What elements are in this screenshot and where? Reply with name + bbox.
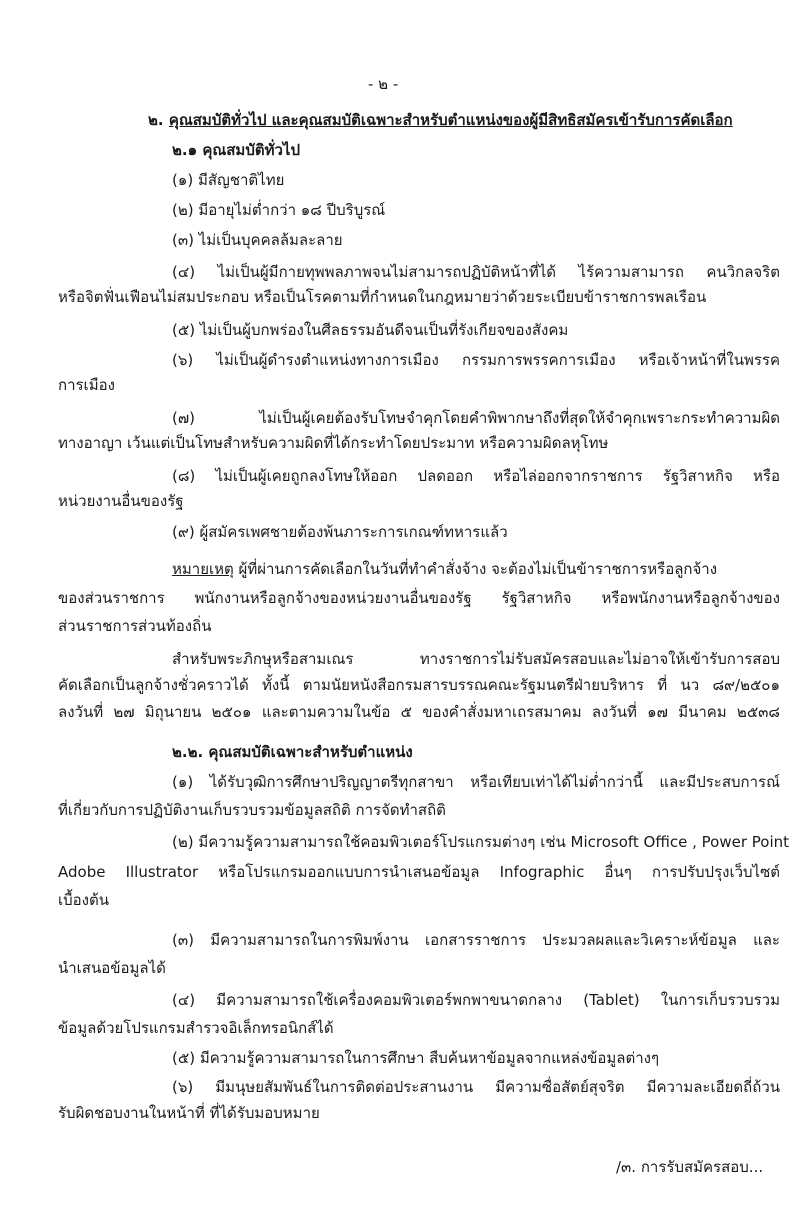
subsection-heading-general: ๒.๑ คุณสมบัติทั่วไป xyxy=(172,141,300,159)
list-item-continuation: นำเสนอข้อมูลได้ xyxy=(58,959,166,977)
section-heading-text: คุณสมบัติทั่วไป และคุณสมบัติเฉพาะสำหรับตำแหน่งของผู้มีสิทธิสมัครเข้ารับการคัดเลือก xyxy=(168,111,733,129)
list-item: (๗) ไม่เป็นผู้เคยต้องรับโทษจำคุกโดยคำพิพากษาถึงที่สุดให้จำคุกเพราะกระทำความผิด xyxy=(172,409,780,427)
list-item-continuation: ทางอาญา เว้นแต่เป็นโทษสำหรับความผิดที่ได้กระทำโดยประมาท หรือความผิดลหุโทษ xyxy=(58,434,609,452)
list-item: (๓) ไม่เป็นบุคคลล้มละลาย xyxy=(172,231,343,249)
list-item: (๙) ผู้สมัครเพศชายต้องพ้นภาระการเกณฑ์ทหารแล้ว xyxy=(172,523,508,541)
list-item: (๒) มีความรู้ความสามารถใช้คอมพิวเตอร์โปรแกรมต่างๆ เช่น Microsoft Office , Power Point xyxy=(172,833,789,851)
list-item-continuation: ข้อมูลด้วยโปรแกรมสำรวจอิเล็กทรอนิกส์ได้ xyxy=(58,1019,334,1037)
continuation-note: /๓. การรับสมัครสอบ... xyxy=(616,1158,764,1176)
list-item: (๑) ได้รับวุฒิการศึกษาปริญญาตรีทุกสาขา หรือเทียบเท่าได้ไม่ต่ำกว่านี้ และมีประสบการณ์ xyxy=(172,773,780,791)
page-number: - ๒ - xyxy=(368,75,399,93)
list-item-continuation: การเมือง xyxy=(58,376,115,394)
list-item: (๔) มีความสามารถใช้เครื่องคอมพิวเตอร์พกพาขนาดกลาง (Tablet) ในการเก็บรวบรวม xyxy=(172,991,780,1009)
note-line: สำหรับพระภิกษุหรือสามเณร ทางราชการไม่รับสมัครสอบและไม่อาจให้เข้ารับการสอบ xyxy=(172,650,780,668)
note-line: ลงวันที่ ๒๗ มิถุนายน ๒๕๐๑ และตามความในข้อ ๕ ของคำสั่งมหาเถรสมาคม ลงวันที่ ๑๗ มีนาคม ๒๕๓๘ xyxy=(58,703,780,721)
list-item-continuation: รับผิดชอบงานในหน้าที่ ที่ได้รับมอบหมาย xyxy=(58,1104,320,1122)
list-item-continuation: ที่เกี่ยวกับการปฏิบัติงานเก็บรวบรวมข้อมูลสถิติ การจัดทำสถิติ xyxy=(58,801,446,819)
list-item: (๓) มีความสามารถในการพิมพ์งาน เอกสารราชการ ประมวลผลและวิเคราะห์ข้อมูล และ xyxy=(172,931,780,949)
list-item: (๖) มีมนุษยสัมพันธ์ในการติดต่อประสานงาน มีความซื่อสัตย์สุจริต มีความละเอียดถี่ถ้วน xyxy=(172,1078,780,1096)
list-item: (๖) ไม่เป็นผู้ดำรงตำแหน่งทางการเมือง กรรมการพรรคการเมือง หรือเจ้าหน้าที่ในพรรค xyxy=(172,351,780,369)
list-item-continuation: หรือจิตฟั่นเฟือนไม่สมประกอบ หรือเป็นโรคตามที่กำหนดในกฎหมายว่าด้วยระเบียบข้าราชการพลเรือน xyxy=(58,288,707,306)
note-label: หมายเหตุ xyxy=(172,560,234,578)
list-item-continuation: Adobe Illustrator หรือโปรแกรมออกแบบการนำเสนอข้อมูล Infographic อื่นๆ การปรับปรุงเว็บไซต์ xyxy=(58,863,780,881)
list-item-continuation: หน่วยงานอื่นของรัฐ xyxy=(58,492,184,510)
section-heading-number: ๒. xyxy=(148,111,164,129)
note-line: ของส่วนราชการ พนักงานหรือลูกจ้างของหน่วยงานอื่นของรัฐ รัฐวิสาหกิจ หรือพนักงานหรือลูกจ้างของ xyxy=(58,589,780,607)
note-line: ส่วนราชการส่วนท้องถิ่น xyxy=(58,617,212,635)
note-line: คัดเลือกเป็นลูกจ้างชั่วคราวได้ ทั้งนี้ ตามนัยหนังสือกรมสารบรรณคณะรัฐมนตรีฝ่ายบริหาร ที่ นว ๘๙/๒๕๐๑ xyxy=(58,676,780,694)
list-item: (๑) มีสัญชาติไทย xyxy=(172,171,285,189)
list-item: (๕) มีความรู้ความสามารถในการศึกษา สืบค้นหาข้อมูลจากแหล่งข้อมูลต่างๆ xyxy=(172,1049,660,1067)
list-item: (๕) ไม่เป็นผู้บกพร่องในศีลธรรมอันดีจนเป็นที่รังเกียจของสังคม xyxy=(172,321,569,339)
subsection-heading-specific: ๒.๒. คุณสมบัติเฉพาะสำหรับตำแหน่ง xyxy=(172,743,413,761)
section-heading xyxy=(148,110,733,130)
list-item: (๒) มีอายุไม่ต่ำกว่า ๑๘ ปีบริบูรณ์ xyxy=(172,201,386,219)
list-item: (๔) ไม่เป็นผู้มีกายทุพพลภาพจนไม่สามารถปฏิบัติหน้าที่ได้ ไร้ความสามารถ คนวิกลจริต xyxy=(172,263,780,281)
note-paragraph xyxy=(172,559,717,579)
list-item: (๘) ไม่เป็นผู้เคยถูกลงโทษให้ออก ปลดออก หรือไล่ออกจากราชการ รัฐวิสาหกิจ หรือ xyxy=(172,467,780,485)
list-item-continuation: เบื้องต้น xyxy=(58,891,109,909)
note-text: ผู้ที่ผ่านการคัดเลือกในวันที่ทำคำสั่งจ้าง จะต้องไม่เป็นข้าราชการหรือลูกจ้าง xyxy=(238,560,718,578)
